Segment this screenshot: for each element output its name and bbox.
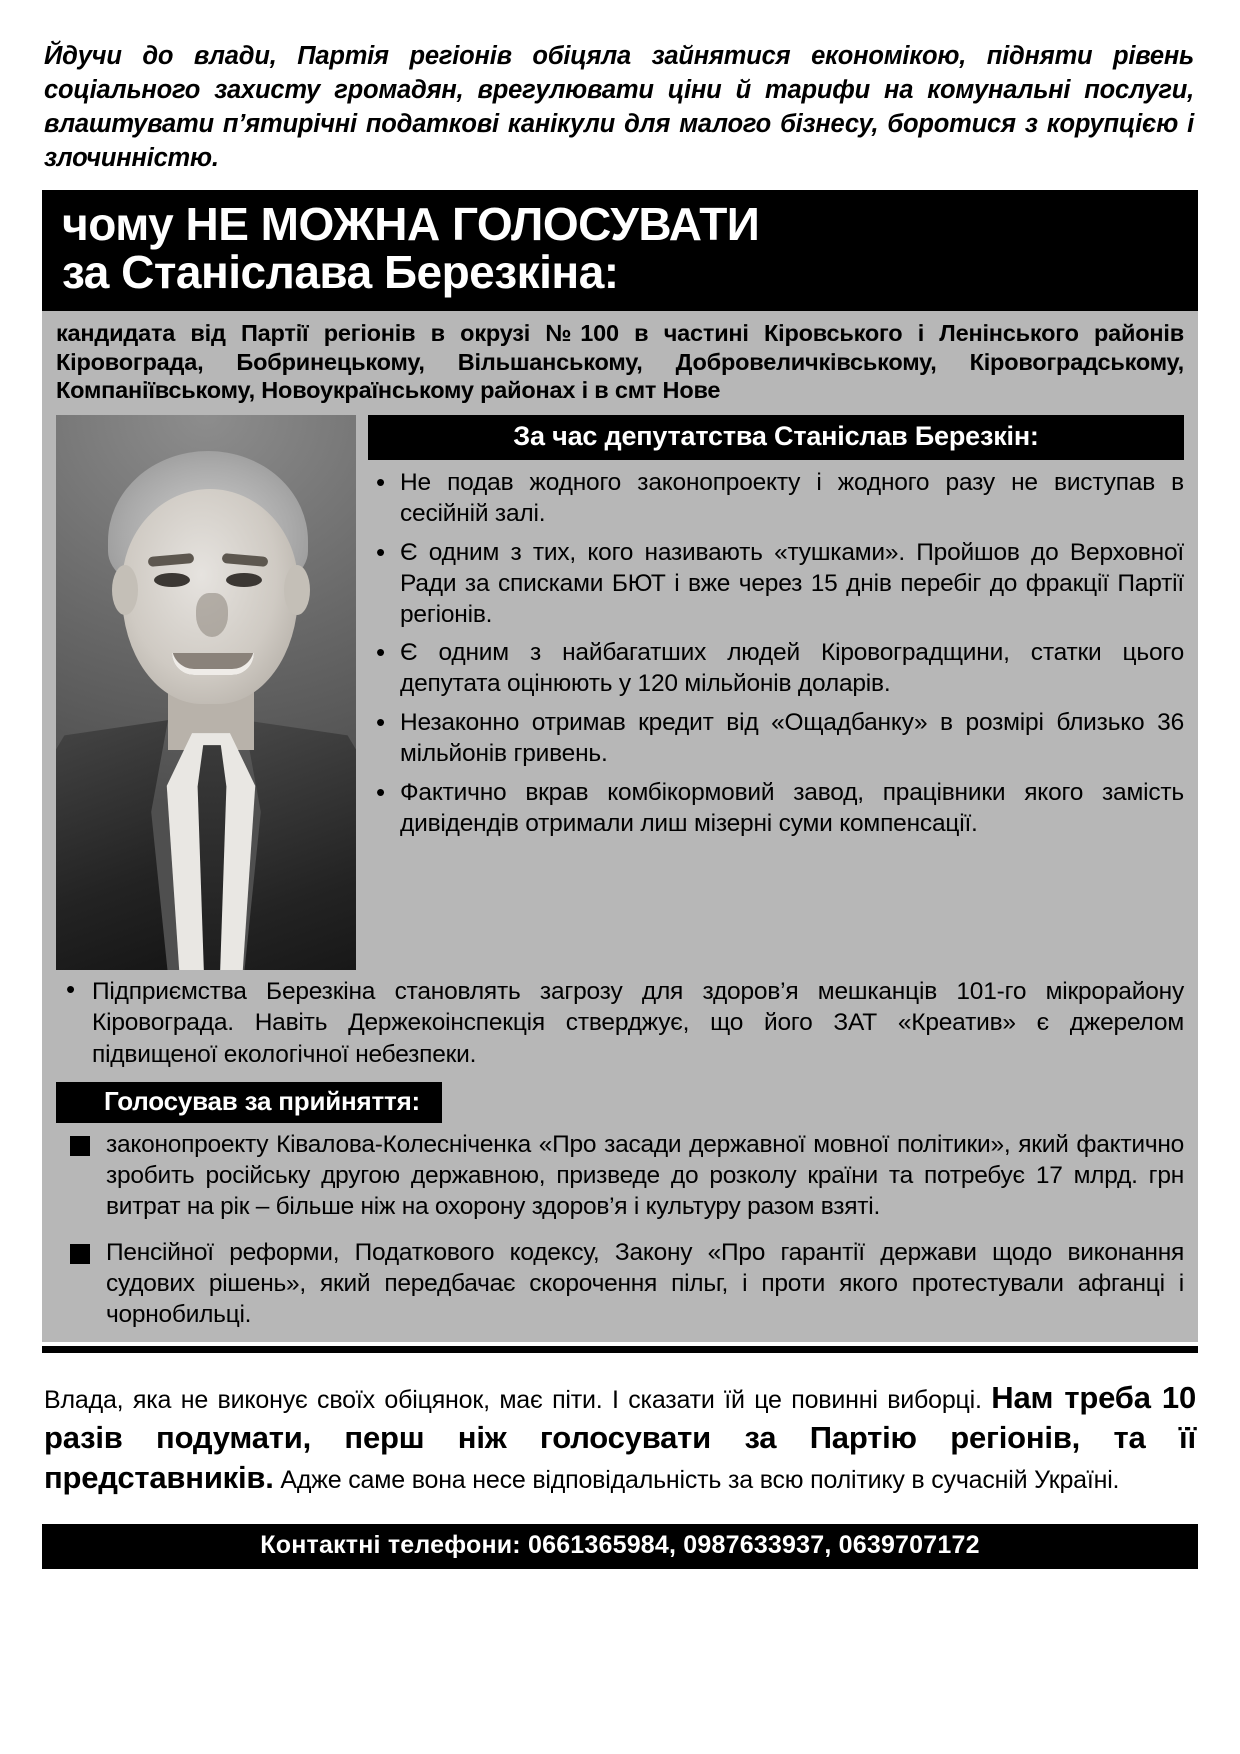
portrait-jacket-left: [56, 720, 168, 970]
list-item: Пенсійної реформи, Податкового кодексу, Закону «Про гарантії держави щодо виконання судових рішень», який передбачає скорочення пільг, і проти якого протестували афганці і чорнобильці.: [56, 1237, 1184, 1330]
headline-line-1: чому НЕ МОЖНА ГОЛОСУВАТИ: [62, 197, 760, 250]
closing-paragraph: [42, 1378, 1198, 1499]
divider-rule: [42, 1346, 1198, 1353]
list-item: • Незаконно отримав кредит від «Ощадбанку» в розмірі близько 36 мільйонів гривень.: [368, 708, 1184, 770]
headline-line-2: за Станіслава Березкіна:: [62, 246, 619, 299]
photo-and-list-row: [56, 415, 1184, 970]
list-item: • Є одним з тих, кого називають «тушками». Пройшов до Верховної Ради за списками БЮТ і вже через 15 днів перебіг до фракції Партії регіонів.: [368, 538, 1184, 631]
portrait-nose: [196, 593, 228, 637]
closing-text-end: Адже саме вона несе відповідальність за всю політику в сучасній Україні.: [273, 1466, 1120, 1495]
portrait-jacket-right: [244, 720, 356, 970]
portrait-mouth: [172, 653, 254, 675]
portrait-eye-left: [154, 573, 190, 587]
voted-section-body: [42, 1123, 1198, 1342]
claims-list: [368, 468, 1184, 839]
voted-section-title: Голосував за прийняття:: [56, 1082, 442, 1123]
section-title-bar: За час депутатства Станіслав Березкін:: [368, 415, 1184, 460]
list-item: • Є одним з найбагатших людей Кіровоградщини, статки цього депутата оцінюють у 120 мільйонів доларів.: [368, 638, 1184, 700]
closing-text-emphasis: Нам треба 10 разів подумати, перш ніж голосувати за Партію регіонів, та її представників.: [44, 1379, 1196, 1496]
contact-footer: Контактні телефони: 0661365984, 0987633937, 0639707172: [42, 1524, 1198, 1569]
claims-column: [356, 415, 1184, 847]
portrait-ear-right: [284, 565, 310, 615]
closing-text-start: Влада, яка не виконує своїх обіцянок, має піти. І сказати їй це повинні виборці.: [44, 1385, 992, 1414]
list-item-wide: • Підприємства Березкіна становлять загрозу для здоров’я мешканців 101-го мікрорайону Кіровограда. Навіть Держекоінспекція стверджує, що його ЗАТ «Креатив» є джерелом підвищеної екологічної небезпеки.: [56, 976, 1184, 1070]
candidate-district-subtitle: кандидата від Партії регіонів в окрузі №100 в частині Кіровського і Ленінського районів Кіровограда, Бобринецькому, Вільшанському, Добровеличківському, Кіровоградському, Компаніївському, Новоукраїнському районах і в смт Нове: [42, 311, 1198, 415]
portrait-ear-left: [112, 565, 138, 615]
voted-section-header-wrap: [42, 1076, 1198, 1123]
list-item: • Не подав жодного законопроекту і жодного разу не виступав в сесійній залі.: [368, 468, 1184, 530]
headline-banner: [42, 190, 1198, 312]
list-item: законопроекту Ківалова-Колесніченка «Про засади державної мовної політики», який фактично зробить російську другою державною, призведе до розколу країни та потребує 17 млрд. грн витрат на рік – більше ніж на охорону здоров’я і культуру разом взяті.: [56, 1129, 1184, 1222]
list-item: • Фактично вкрав комбікормовий завод, працівники якого замість дивідендів отримали лиш мізерні суми компенсації.: [368, 778, 1184, 840]
candidate-portrait: [56, 415, 356, 970]
portrait-eye-right: [226, 573, 262, 587]
main-content-area: [42, 415, 1198, 1076]
intro-paragraph: Йдучи до влади, Партія регіонів обіцяла зайнятися економікою, підняти рівень соціального захисту громадян, врегулювати ціни й тарифи на комунальні послуги, влаштувати п’ятирічні податкові канікули для малого бізнесу, боротися з корупцією і злочинністю.: [44, 42, 1194, 172]
